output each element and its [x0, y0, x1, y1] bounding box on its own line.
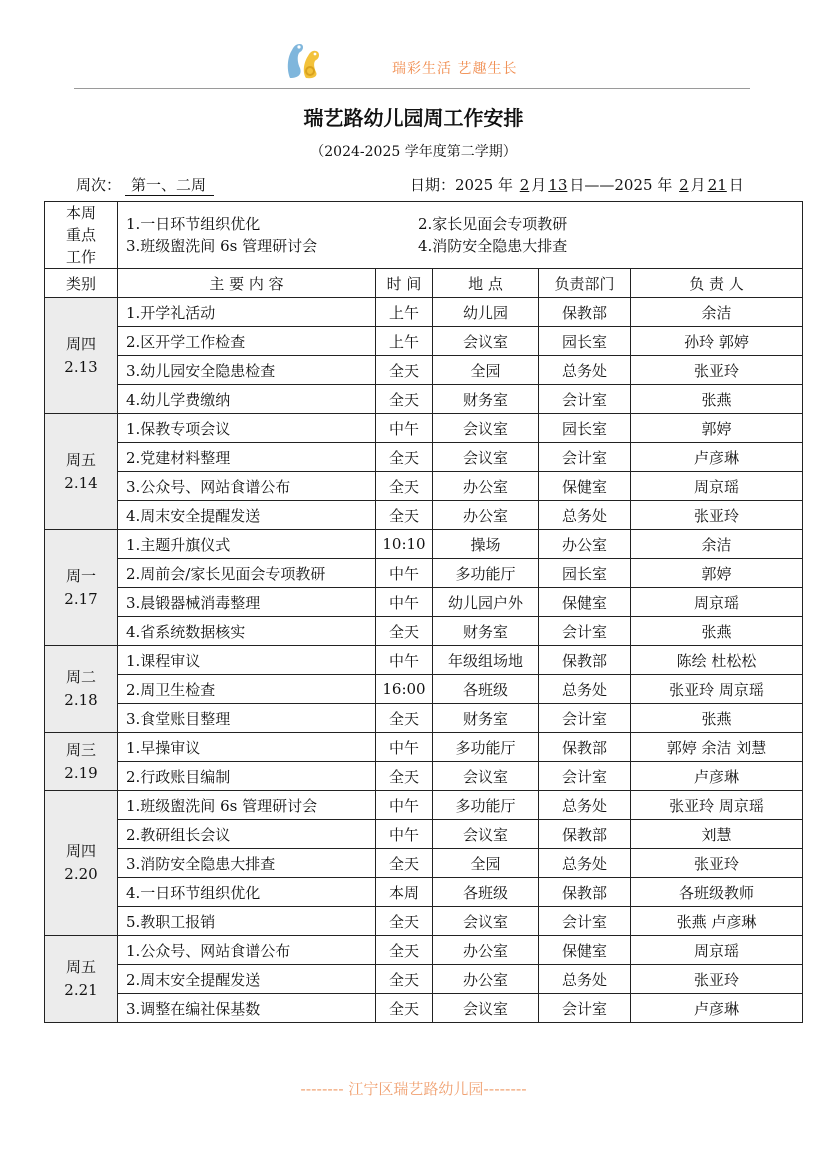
- task-time: 全天: [376, 994, 433, 1023]
- date-line: [410, 174, 744, 195]
- task-location: 办公室: [433, 965, 539, 994]
- day-name: 周五: [65, 450, 96, 469]
- task-location: 会议室: [433, 820, 539, 849]
- day-date: 2.13: [64, 357, 98, 376]
- task-location: 办公室: [433, 936, 539, 965]
- task-person: 郭婷: [631, 414, 803, 443]
- key-work-label: 本周 重点 工作: [45, 202, 118, 269]
- task-time: 10:10: [376, 530, 433, 559]
- task-content: 2.行政账目编制: [118, 762, 376, 791]
- task-location: 幼儿园户外: [433, 588, 539, 617]
- task-location: 办公室: [433, 472, 539, 501]
- task-person: 张燕: [631, 617, 803, 646]
- table-row: [45, 530, 803, 559]
- week-label: 周次：: [76, 176, 122, 194]
- col-header-category: 类别: [45, 269, 118, 298]
- key-work-items: [118, 202, 803, 269]
- task-location: 会议室: [433, 994, 539, 1023]
- task-location: 全园: [433, 356, 539, 385]
- task-location: 财务室: [433, 617, 539, 646]
- task-person: 周京瑶: [631, 936, 803, 965]
- task-department: 园长室: [539, 414, 631, 443]
- task-content: 1.主题升旗仪式: [118, 530, 376, 559]
- task-time: 全天: [376, 936, 433, 965]
- kindergarten-logo: [282, 38, 328, 80]
- task-time: 全天: [376, 907, 433, 936]
- task-department: 保健室: [539, 588, 631, 617]
- day-date: 2.21: [64, 981, 98, 999]
- day-cell: [45, 298, 118, 414]
- key-work-item: 2.家长见面会专项教研: [418, 215, 568, 233]
- day-name: 周一: [65, 566, 96, 585]
- task-department: 保教部: [539, 878, 631, 907]
- task-content: 1.课程审议: [118, 646, 376, 675]
- task-department: 保健室: [539, 936, 631, 965]
- task-content: 2.周卫生检查: [118, 675, 376, 704]
- task-department: 会计室: [539, 704, 631, 733]
- date-start-month-unit: 月: [531, 176, 547, 194]
- task-person: 张亚玲: [631, 965, 803, 994]
- task-location: 会议室: [433, 443, 539, 472]
- task-time: 中午: [376, 646, 433, 675]
- task-time: 16:00: [376, 675, 433, 704]
- task-location: 多功能厅: [433, 791, 539, 820]
- table-row: [45, 414, 803, 443]
- day-cell: [45, 414, 118, 530]
- day-cell: [45, 791, 118, 936]
- table-row: [45, 356, 803, 385]
- task-location: 全园: [433, 849, 539, 878]
- task-time: 中午: [376, 733, 433, 762]
- day-date: 2.18: [64, 691, 98, 709]
- task-department: 办公室: [539, 530, 631, 559]
- task-content: 3.幼儿园安全隐患检查: [118, 356, 376, 385]
- day-cell: [45, 936, 118, 1023]
- day-cell: [45, 646, 118, 733]
- task-time: 全天: [376, 443, 433, 472]
- date-end-day: 21: [707, 176, 727, 194]
- table-row: [45, 936, 803, 965]
- task-content: 2.周末安全提醒发送: [118, 965, 376, 994]
- task-content: 3.公众号、网站食谱公布: [118, 472, 376, 501]
- task-department: 总务处: [539, 356, 631, 385]
- schedule-table: [44, 201, 803, 1023]
- task-person: 卢彦琳: [631, 762, 803, 791]
- task-person: 张亚玲: [631, 356, 803, 385]
- day-name: 周五: [65, 958, 96, 976]
- task-location: 财务室: [433, 385, 539, 414]
- task-department: 总务处: [539, 849, 631, 878]
- task-content: 3.消防安全隐患大排查: [118, 849, 376, 878]
- day-date: 2.20: [64, 865, 98, 883]
- task-department: 总务处: [539, 501, 631, 530]
- task-time: 全天: [376, 849, 433, 878]
- day-date: 2.17: [64, 589, 98, 608]
- table-row: [45, 704, 803, 733]
- table-row: [45, 646, 803, 675]
- table-header-row: [45, 269, 803, 298]
- task-person: 陈绘 杜松松: [631, 646, 803, 675]
- page-title: 瑞艺路幼儿园周工作安排: [303, 106, 524, 130]
- task-person: 张亚玲: [631, 849, 803, 878]
- table-row: [45, 501, 803, 530]
- task-location: 会议室: [433, 762, 539, 791]
- week-line: [76, 174, 214, 196]
- table-row: [45, 907, 803, 936]
- task-location: 财务室: [433, 704, 539, 733]
- task-department: 保教部: [539, 646, 631, 675]
- task-person: 张燕 卢彦琳: [631, 907, 803, 936]
- date-start-month: 2: [519, 176, 530, 194]
- task-person: 张亚玲 周京瑶: [631, 675, 803, 704]
- task-location: 操场: [433, 530, 539, 559]
- task-time: 全天: [376, 501, 433, 530]
- task-department: 保教部: [539, 820, 631, 849]
- task-location: 幼儿园: [433, 298, 539, 327]
- task-department: 保教部: [539, 298, 631, 327]
- col-header-department: 负责部门: [539, 269, 631, 298]
- date-prefix: 日期：2025 年: [410, 176, 513, 194]
- task-location: 多功能厅: [433, 559, 539, 588]
- task-content: 4.周末安全提醒发送: [118, 501, 376, 530]
- task-person: 郭婷: [631, 559, 803, 588]
- task-person: 周京瑶: [631, 472, 803, 501]
- task-person: 卢彦琳: [631, 443, 803, 472]
- task-time: 全天: [376, 965, 433, 994]
- task-person: 张亚玲 周京瑶: [631, 791, 803, 820]
- task-time: 中午: [376, 414, 433, 443]
- task-location: 各班级: [433, 675, 539, 704]
- key-work-item: 1.一日环节组织优化: [126, 215, 261, 233]
- task-person: 周京瑶: [631, 588, 803, 617]
- task-content: 3.调整在编社保基数: [118, 994, 376, 1023]
- task-person: 余洁: [631, 298, 803, 327]
- task-content: 2.党建材料整理: [118, 443, 376, 472]
- table-row: [45, 588, 803, 617]
- date-end-month: 2: [679, 176, 689, 194]
- day-cell: [45, 733, 118, 791]
- task-content: 1.保教专项会议: [118, 414, 376, 443]
- task-department: 会计室: [539, 443, 631, 472]
- task-person: 各班级教师: [631, 878, 803, 907]
- table-row: [45, 472, 803, 501]
- day-name: 周四: [65, 334, 96, 353]
- task-department: 园长室: [539, 559, 631, 588]
- task-person: 张燕: [631, 704, 803, 733]
- col-header-location: 地 点: [433, 269, 539, 298]
- task-department: 会计室: [539, 907, 631, 936]
- task-content: 1.班级盥洗间 6s 管理研讨会: [118, 791, 376, 820]
- day-date: 2.14: [64, 473, 98, 492]
- task-department: 园长室: [539, 327, 631, 356]
- day-name: 周四: [65, 842, 96, 860]
- task-person: 孙玲 郭婷: [631, 327, 803, 356]
- table-row: [45, 675, 803, 704]
- task-department: 总务处: [539, 791, 631, 820]
- task-department: 会计室: [539, 385, 631, 414]
- task-content: 4.省系统数据核实: [118, 617, 376, 646]
- week-value: 第一、二周: [125, 174, 214, 196]
- task-location: 各班级: [433, 878, 539, 907]
- task-content: 3.晨锻器械消毒整理: [118, 588, 376, 617]
- task-time: 全天: [376, 617, 433, 646]
- key-work-row: [45, 202, 803, 269]
- task-content: 4.一日环节组织优化: [118, 878, 376, 907]
- task-location: 年级组场地: [433, 646, 539, 675]
- key-work-item: 4.消防安全隐患大排查: [418, 237, 568, 255]
- task-content: 3.食堂账目整理: [118, 704, 376, 733]
- task-person: 余洁: [631, 530, 803, 559]
- header-divider: [74, 88, 750, 89]
- table-row: [45, 733, 803, 762]
- task-time: 本周: [376, 878, 433, 907]
- slogan: 瑞彩生活 艺趣生长: [392, 61, 518, 77]
- task-time: 上午: [376, 327, 433, 356]
- task-person: 张亚玲: [631, 501, 803, 530]
- page-subtitle: （2024-2025 学年度第二学期）: [310, 144, 517, 160]
- table-row: [45, 617, 803, 646]
- date-middle: 日——2025 年: [569, 176, 673, 194]
- task-time: 中午: [376, 820, 433, 849]
- table-row: [45, 298, 803, 327]
- task-content: 2.周前会/家长见面会专项教研: [118, 559, 376, 588]
- table-row: [45, 849, 803, 878]
- task-content: 1.公众号、网站食谱公布: [118, 936, 376, 965]
- task-time: 中午: [376, 791, 433, 820]
- task-person: 卢彦琳: [631, 994, 803, 1023]
- table-row: [45, 443, 803, 472]
- col-header-time: 时 间: [376, 269, 433, 298]
- table-row: [45, 385, 803, 414]
- key-work-item: 3.班级盥洗间 6s 管理研讨会: [126, 237, 318, 255]
- task-person: 张燕: [631, 385, 803, 414]
- task-content: 2.教研组长会议: [118, 820, 376, 849]
- day-name: 周二: [65, 668, 96, 686]
- task-department: 保健室: [539, 472, 631, 501]
- task-location: 会议室: [433, 414, 539, 443]
- task-location: 多功能厅: [433, 733, 539, 762]
- table-row: [45, 559, 803, 588]
- task-location: 办公室: [433, 501, 539, 530]
- table-row: [45, 762, 803, 791]
- day-cell: [45, 530, 118, 646]
- task-time: 全天: [376, 356, 433, 385]
- task-time: 全天: [376, 385, 433, 414]
- task-department: 会计室: [539, 617, 631, 646]
- task-content: 1.开学礼活动: [118, 298, 376, 327]
- task-content: 5.教职工报销: [118, 907, 376, 936]
- task-person: 刘慧: [631, 820, 803, 849]
- day-date: 2.19: [64, 763, 98, 782]
- task-department: 总务处: [539, 675, 631, 704]
- date-end-month-unit: 月: [690, 176, 706, 194]
- day-name: 周三: [65, 740, 96, 759]
- task-time: 全天: [376, 704, 433, 733]
- table-row: [45, 965, 803, 994]
- task-content: 1.早操审议: [118, 733, 376, 762]
- task-department: 保教部: [539, 733, 631, 762]
- task-time: 全天: [376, 472, 433, 501]
- task-department: 会计室: [539, 762, 631, 791]
- table-row: [45, 878, 803, 907]
- footer-school-name: -------- 江宁区瑞艺路幼儿园--------: [300, 1080, 527, 1098]
- table-row: [45, 791, 803, 820]
- task-department: 总务处: [539, 965, 631, 994]
- date-start-day: 13: [548, 176, 568, 194]
- task-person: 郭婷 余洁 刘慧: [631, 733, 803, 762]
- task-content: 2.区开学工作检查: [118, 327, 376, 356]
- table-row: [45, 820, 803, 849]
- table-row: [45, 327, 803, 356]
- col-header-content: 主 要 内 容: [118, 269, 376, 298]
- task-location: 会议室: [433, 327, 539, 356]
- task-department: 会计室: [539, 994, 631, 1023]
- task-time: 全天: [376, 762, 433, 791]
- table-row: [45, 994, 803, 1023]
- date-end-suffix: 日: [728, 176, 744, 194]
- task-location: 会议室: [433, 907, 539, 936]
- task-content: 4.幼儿学费缴纳: [118, 385, 376, 414]
- task-time: 中午: [376, 559, 433, 588]
- task-time: 中午: [376, 588, 433, 617]
- col-header-person: 负 责 人: [631, 269, 803, 298]
- task-time: 上午: [376, 298, 433, 327]
